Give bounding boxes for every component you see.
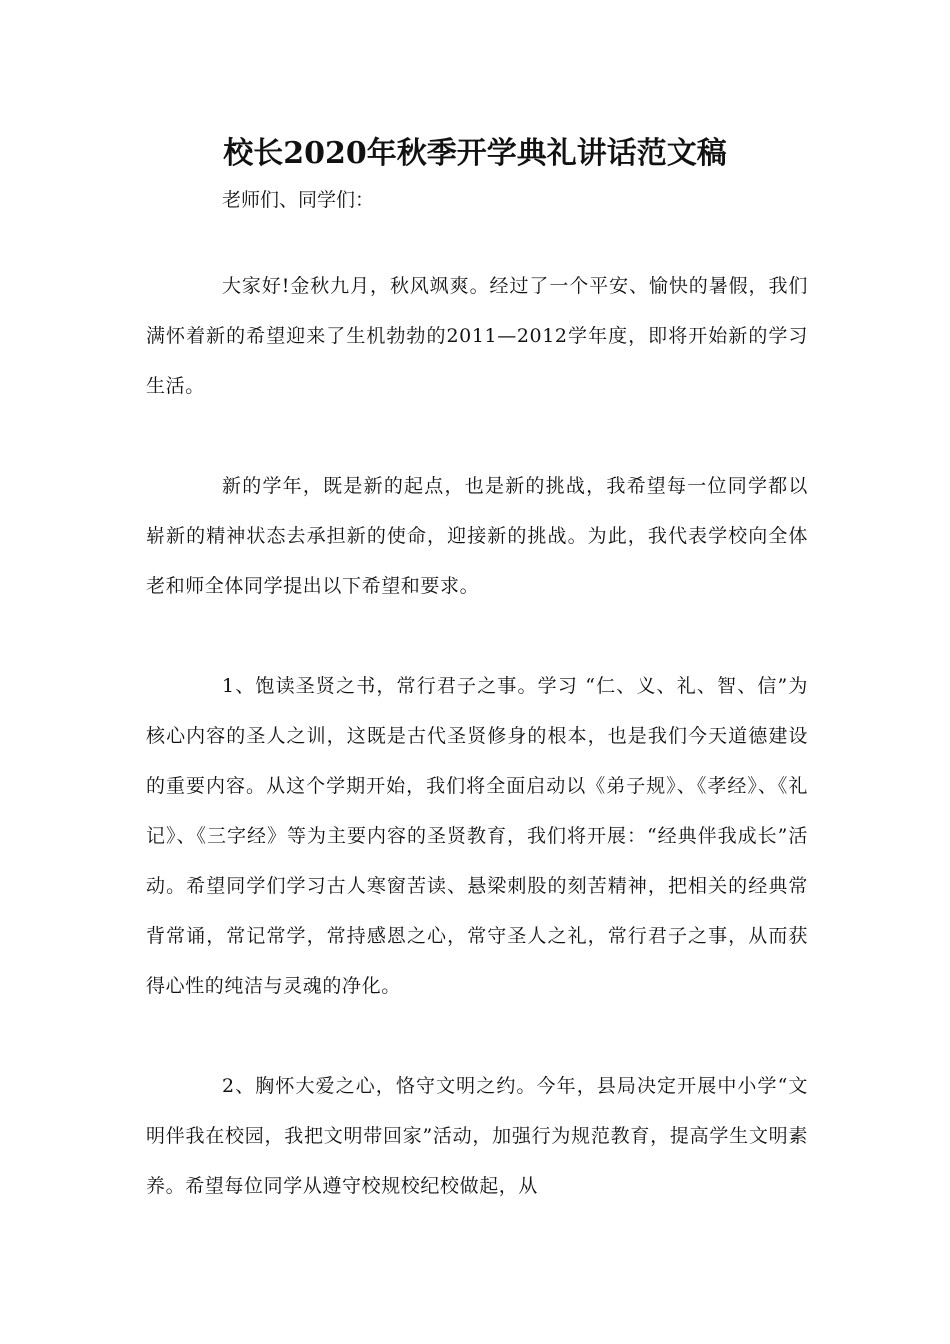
document-body (146, 261, 808, 1261)
salutation: 老师们、同学们： (222, 189, 375, 211)
document-title: 校长2020年秋季开学典礼讲话范文稿 (223, 136, 727, 171)
paragraph-2: 新的学年，既是新的起点，也是新的挑战，我希望每一位同学都以崭新的精神状态去承担新的使命，迎接新的挑战。为此，我代表学校向全体老和师全体同学提出以下希望和要求。 (146, 475, 808, 597)
paragraph-3: 1、饱读圣贤之书，常行君子之事。学习 “仁、义、礼、智、信”为核心内容的圣人之训，这既是古代圣贤修身的根本，也是我们今天道德建设的重要内容。从这个学期开始，我们将全面启动以《弟子规》、《孝经》、《礼记》、《三字经》等为主要内容的圣贤教育，我们将开展：“经典伴我成长”活动。希望同学们学习古人寒窗苦读、悬梁刺股的刻苦精神，把相关的经典常背常诵，常记常学，常持感恩之心，常守圣人之礼，常行君子之事，从而获得心性的纯洁与灵魂的净化。 (146, 675, 808, 997)
paragraph-4: 2、胸怀大爱之心，恪守文明之约。今年，县局决定开展中小学“文明伴我在校园，我把文明带回家”活动，加强行为规范教育，提高学生文明素养。希望每位同学从遵守校规校纪校做起，从 (146, 1075, 808, 1197)
paragraph-1: 大家好!金秋九月，秋风飒爽。经过了一个平安、愉快的暑假，我们满怀着新的希望迎来了生机勃勃的2011—2012学年度，即将开始新的学习生活。 (146, 275, 808, 397)
